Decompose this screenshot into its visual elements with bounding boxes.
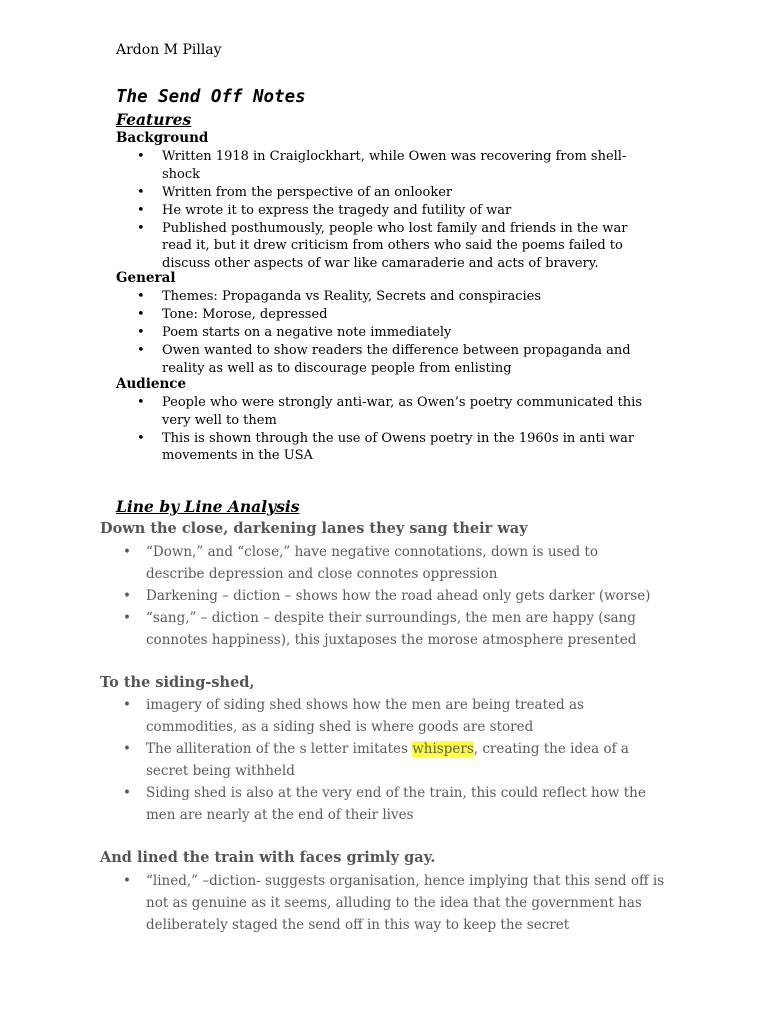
features-heading: Features [116, 110, 192, 129]
audience-heading: Audience [116, 376, 187, 392]
list-item: • Written from the perspective of an onlooker [116, 184, 636, 202]
audience-list [116, 394, 656, 465]
general-heading: General [116, 270, 176, 286]
list-item: • Themes: Propaganda vs Reality, Secrets and conspiracies [116, 288, 646, 306]
list-item: • Darkening – diction – shows how the road ahead only gets darker (worse) [100, 585, 660, 607]
poem-line-3: And lined the train with faces grimly gay. [100, 849, 436, 866]
list-item: • “Down,” and “close,” have negative connotations, down is used to describe depression and close connotes oppression [100, 541, 660, 585]
line1-analysis-list [100, 541, 660, 651]
list-item: • People who were strongly anti-war, as Owen’s poetry communicated this very well to them [116, 394, 656, 429]
list-item: • This is shown through the use of Owens poetry in the 1960s in anti war movements in the USA [116, 430, 656, 465]
poem-line-2: To the siding-shed, [100, 674, 255, 691]
document-title: The Send Off Notes [116, 87, 306, 107]
list-item: • Siding shed is also at the very end of the train, this could reflect how the men are nearly at the end of their lives [100, 782, 660, 826]
list-item: • Tone: Morose, depressed [116, 306, 646, 324]
item-text: The alliteration of the s letter imitates [146, 741, 413, 757]
list-item [100, 738, 660, 782]
list-item: • Poem starts on a negative note immediately [116, 324, 646, 342]
author-name: Ardon M Pillay [116, 42, 222, 58]
list-item: • Written 1918 in Craiglockhart, while Owen was recovering from shell-shock [116, 148, 636, 183]
highlighted-word: whispers [412, 741, 474, 757]
poem-line-1: Down the close, darkening lanes they sang their way [100, 520, 528, 537]
line3-analysis-list [100, 870, 665, 936]
general-list [116, 288, 646, 378]
background-heading: Background [116, 130, 209, 146]
list-item: • “sang,” – diction – despite their surroundings, the men are happy (sang connotes happiness), this juxtaposes the morose atmosphere presented [100, 607, 660, 651]
list-item: • Owen wanted to show readers the difference between propaganda and reality as well as to discourage people from enlisting [116, 342, 646, 377]
list-item: • “lined,” –diction- suggests organisation, hence implying that this send off is not as genuine as it seems, alluding to the idea that the government has deliberately staged the send off in this way to keep the secret [100, 870, 665, 936]
list-item: • imagery of siding shed shows how the men are being treated as commodities, as a siding shed is where goods are stored [100, 694, 660, 738]
list-item: • Published posthumously, people who lost family and friends in the war read it, but it drew criticism from others who said the poems failed to discuss other aspects of war like camaraderie and acts of bravery. [116, 220, 636, 273]
list-item: • He wrote it to express the tragedy and futility of war [116, 202, 636, 220]
analysis-heading: Line by Line Analysis [116, 497, 300, 516]
line2-analysis-list [100, 694, 660, 826]
background-list [116, 148, 636, 273]
item-text: , creating the idea of a secret being withheld [146, 741, 629, 779]
